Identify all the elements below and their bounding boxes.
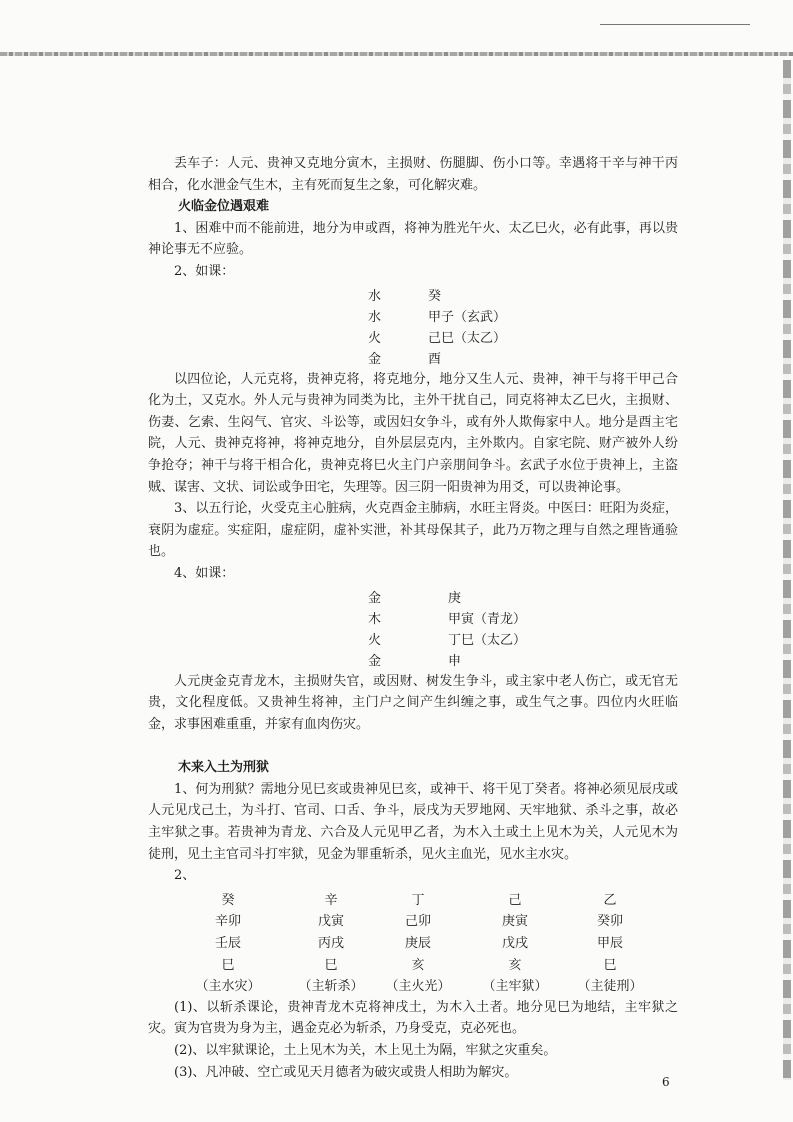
chart-row: 水 甲子（玄武） bbox=[368, 309, 507, 325]
page-number: 6 bbox=[662, 1075, 670, 1089]
scan-border-line bbox=[0, 52, 793, 56]
grid-row: 壬辰 丙戌 庚辰 戊戌 甲辰 bbox=[214, 936, 624, 952]
section-heading: 木来入土为刑狱 bbox=[178, 760, 270, 776]
divination-grid bbox=[148, 889, 678, 997]
divination-chart-1 bbox=[148, 285, 678, 369]
paragraph: (3)、凡冲破、空亡或见天月德者为破灾或贵人相助为解灾。 bbox=[174, 1064, 518, 1080]
grid-row: 辛卯 戊寅 己卯 庚寅 癸卯 bbox=[214, 914, 624, 930]
paragraph: (2)、以牢狱课论，土上见木为关，木上见土为隔，牢狱之灾重矣。 bbox=[174, 1043, 557, 1058]
paragraph: 2、如课： bbox=[174, 263, 235, 279]
paragraph: (1)、以斩杀课论，贵神青龙木克将神戌土，为木入土者。地分见巳为地结，主牢狱之灾。寅为官贵为身为主，遇金克必为斩杀，乃身受克，克必死也。 bbox=[148, 999, 678, 1037]
chart-row: 金 酉 bbox=[368, 351, 442, 367]
chart-row: 火 己巳（太乙） bbox=[368, 330, 507, 346]
paragraph: 4、如课： bbox=[174, 565, 235, 581]
chart-row: 火 丁巳（太乙） bbox=[368, 632, 527, 648]
page-body bbox=[148, 153, 678, 1083]
chart-row: 金 申 bbox=[368, 653, 462, 669]
paragraph: 1、困难中而不能前进，地分为申或酉，将神为胜光午火、太乙巳火，必有此事，再以贵神论事无不应验。 bbox=[148, 220, 678, 258]
chart-row: 水 癸 bbox=[368, 288, 442, 304]
paragraph: 丢车子：人元、贵神又克地分寅木，主损财、伤腿脚、伤小口等。幸遇将干辛与神干丙相合，化水泄金气生木，主有死而复生之象，可化解灾难。 bbox=[148, 156, 678, 193]
grid-row: （主水灾） （主斩杀） （主火光） （主牢狱） （主徒刑） bbox=[195, 979, 643, 995]
paragraph: 以四位论，人元克将，贵神克将，将克地分，地分又生人元、贵神，神干与将干甲己合化为土，又克水。外人元与贵神为同类为比，主外干扰自己，同克将神太乙巳火，主损财、伤妻、乞索、生闷气、官灾、斗讼等，或因妇女争斗，或有外人欺侮家中人。地分是酉主宅院，人元、贵神克将神，将神克地分，自外层层克内，主外欺内。自家宅院、财产被外人纷争抢夺；神干与将干相合化，贵神克将巳火主门户亲朋间争斗。玄武子水位于贵神上，主盗贼、谋害、文状、词讼或争田宅，失理等。因三阴一阳贵神为用爻，可以贵神论事。 bbox=[148, 371, 678, 495]
grid-row: 癸 辛 丁 己 乙 bbox=[221, 892, 617, 908]
divination-chart-2 bbox=[148, 587, 678, 671]
paragraph: 人元庚金克青龙木，主损财失官，或因财、树发生争斗，或主家中老人伤亡，或无官无贵，文化程度低。又贵神生将神，主门户之间产生纠缠之事，或生气之事。四位内火旺临金，求事困难重重，并家有血肉伤灾。 bbox=[148, 673, 678, 732]
paragraph: 3、以五行论，火受克主心脏病，火克酉金主肺病，水旺主肾炎。中医曰：旺阳为炎症，衰阴为虚症。实症阳，虚症阴，虚补实泄，补其母保其子，此乃万物之理与自然之理皆通验也。 bbox=[148, 501, 678, 560]
chart-row: 金 庚 bbox=[368, 590, 462, 606]
paragraph: 1、何为刑狱？需地分见巳亥或贵神见巳亥，或神干、将干见丁癸者。将神必须见辰戌或人元见戊己土，为斗打、官司、口舌、争斗，辰戌为天罗地网、天牢地狱、杀斗之事，故必主牢狱之事。若贵神为青龙、六合及人元见甲乙者，为木入土或土上见木为关，人元见木为徒刑，见土主官司斗打牢狱，见金为罪重斩杀，见火主血光，见水主水灾。 bbox=[148, 781, 678, 862]
grid-row: 巳 巳 亥 亥 巳 bbox=[221, 957, 617, 973]
scan-edge-shadow bbox=[783, 60, 791, 1080]
header-rule bbox=[600, 24, 750, 25]
section-heading: 火临金位遇艰难 bbox=[178, 199, 270, 215]
paragraph: 2、 bbox=[174, 868, 196, 884]
chart-row: 木 甲寅（青龙） bbox=[368, 611, 527, 627]
